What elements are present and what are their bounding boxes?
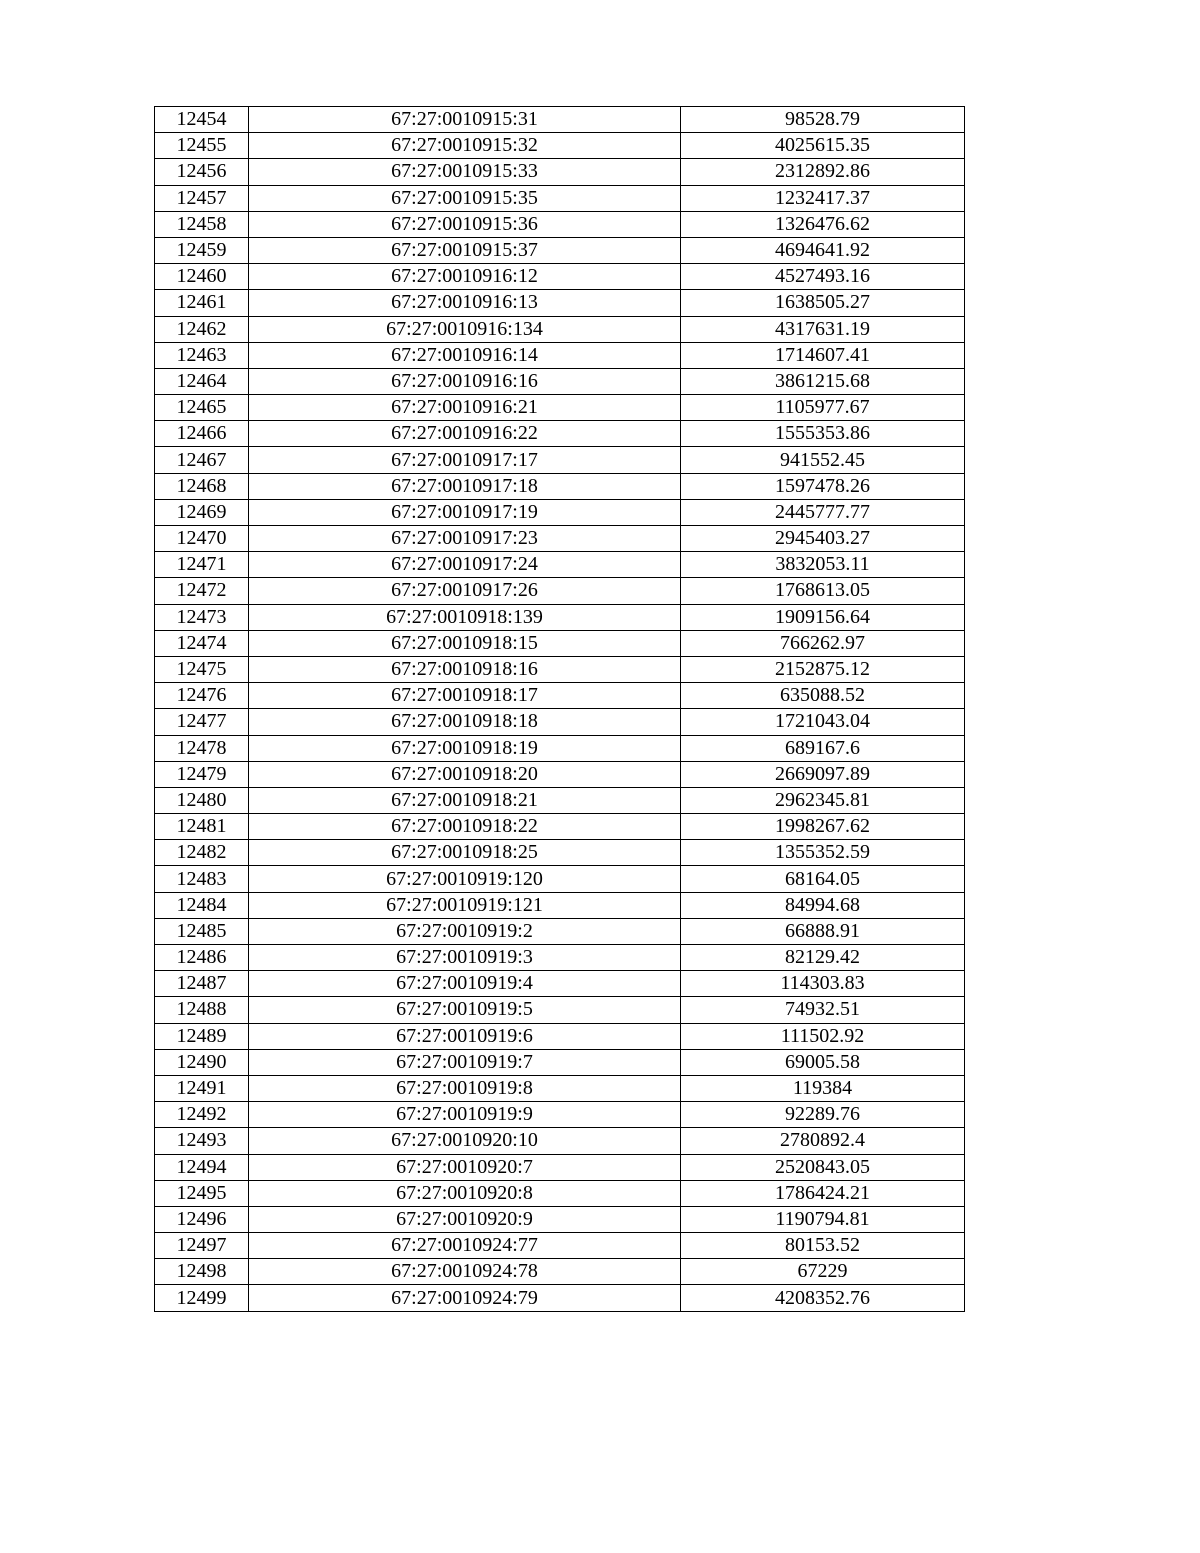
row-number-cell: 12461 (155, 290, 249, 316)
value-cell: 2962345.81 (681, 787, 965, 813)
row-number-cell: 12487 (155, 971, 249, 997)
cadastral-number-cell: 67:27:0010919:9 (249, 1102, 681, 1128)
row-number-cell: 12492 (155, 1102, 249, 1128)
cadastral-number-cell: 67:27:0010919:8 (249, 1075, 681, 1101)
table-row (155, 368, 965, 394)
table-row (155, 1128, 965, 1154)
cadastral-number-cell: 67:27:0010918:15 (249, 630, 681, 656)
cadastral-number-cell: 67:27:0010920:9 (249, 1206, 681, 1232)
cadastral-number-cell: 67:27:0010924:79 (249, 1285, 681, 1311)
table-row (155, 107, 965, 133)
cadastral-number-cell: 67:27:0010918:21 (249, 787, 681, 813)
table-row (155, 526, 965, 552)
value-cell: 1714607.41 (681, 342, 965, 368)
value-cell: 1555353.86 (681, 421, 965, 447)
cadastral-number-cell: 67:27:0010918:25 (249, 840, 681, 866)
row-number-cell: 12478 (155, 735, 249, 761)
table-row (155, 604, 965, 630)
cadastral-number-cell: 67:27:0010918:139 (249, 604, 681, 630)
row-number-cell: 12471 (155, 552, 249, 578)
value-cell: 4025615.35 (681, 133, 965, 159)
row-number-cell: 12499 (155, 1285, 249, 1311)
cadastral-number-cell: 67:27:0010924:77 (249, 1233, 681, 1259)
row-number-cell: 12469 (155, 499, 249, 525)
cadastral-number-cell: 67:27:0010919:3 (249, 945, 681, 971)
cadastral-number-cell: 67:27:0010918:17 (249, 683, 681, 709)
value-cell: 114303.83 (681, 971, 965, 997)
value-cell: 4527493.16 (681, 264, 965, 290)
row-number-cell: 12456 (155, 159, 249, 185)
row-number-cell: 12466 (155, 421, 249, 447)
table-row (155, 1180, 965, 1206)
row-number-cell: 12475 (155, 656, 249, 682)
cadastral-number-cell: 67:27:0010919:2 (249, 918, 681, 944)
row-number-cell: 12470 (155, 526, 249, 552)
row-number-cell: 12493 (155, 1128, 249, 1154)
table-row (155, 683, 965, 709)
row-number-cell: 12474 (155, 630, 249, 656)
row-number-cell: 12498 (155, 1259, 249, 1285)
data-table (154, 106, 965, 1312)
value-cell: 84994.68 (681, 892, 965, 918)
row-number-cell: 12495 (155, 1180, 249, 1206)
row-number-cell: 12460 (155, 264, 249, 290)
table-row (155, 264, 965, 290)
value-cell: 111502.92 (681, 1023, 965, 1049)
row-number-cell: 12464 (155, 368, 249, 394)
value-cell: 1768613.05 (681, 578, 965, 604)
row-number-cell: 12483 (155, 866, 249, 892)
cadastral-number-cell: 67:27:0010919:6 (249, 1023, 681, 1049)
value-cell: 4694641.92 (681, 237, 965, 263)
value-cell: 2945403.27 (681, 526, 965, 552)
table-row (155, 1154, 965, 1180)
cadastral-number-cell: 67:27:0010916:22 (249, 421, 681, 447)
value-cell: 1786424.21 (681, 1180, 965, 1206)
row-number-cell: 12459 (155, 237, 249, 263)
table-row (155, 237, 965, 263)
cadastral-number-cell: 67:27:0010915:36 (249, 211, 681, 237)
value-cell: 2520843.05 (681, 1154, 965, 1180)
row-number-cell: 12485 (155, 918, 249, 944)
table-row (155, 578, 965, 604)
table-row (155, 1049, 965, 1075)
cadastral-number-cell: 67:27:0010915:35 (249, 185, 681, 211)
cadastral-number-cell: 67:27:0010917:17 (249, 447, 681, 473)
row-number-cell: 12479 (155, 761, 249, 787)
value-cell: 2152875.12 (681, 656, 965, 682)
row-number-cell: 12488 (155, 997, 249, 1023)
table-row (155, 814, 965, 840)
cadastral-number-cell: 67:27:0010915:33 (249, 159, 681, 185)
cadastral-number-cell: 67:27:0010916:134 (249, 316, 681, 342)
table-row (155, 473, 965, 499)
row-number-cell: 12467 (155, 447, 249, 473)
row-number-cell: 12458 (155, 211, 249, 237)
table-row (155, 1285, 965, 1311)
cadastral-number-cell: 67:27:0010918:16 (249, 656, 681, 682)
value-cell: 68164.05 (681, 866, 965, 892)
table-row (155, 447, 965, 473)
value-cell: 1597478.26 (681, 473, 965, 499)
value-cell: 941552.45 (681, 447, 965, 473)
table-row (155, 185, 965, 211)
table-row (155, 866, 965, 892)
value-cell: 66888.91 (681, 918, 965, 944)
value-cell: 635088.52 (681, 683, 965, 709)
cadastral-number-cell: 67:27:0010924:78 (249, 1259, 681, 1285)
table-row (155, 316, 965, 342)
value-cell: 1190794.81 (681, 1206, 965, 1232)
table-row (155, 133, 965, 159)
row-number-cell: 12462 (155, 316, 249, 342)
cadastral-number-cell: 67:27:0010916:14 (249, 342, 681, 368)
cadastral-number-cell: 67:27:0010917:26 (249, 578, 681, 604)
row-number-cell: 12468 (155, 473, 249, 499)
cadastral-number-cell: 67:27:0010918:19 (249, 735, 681, 761)
row-number-cell: 12473 (155, 604, 249, 630)
cadastral-number-cell: 67:27:0010918:20 (249, 761, 681, 787)
table-row (155, 499, 965, 525)
row-number-cell: 12497 (155, 1233, 249, 1259)
table-row (155, 630, 965, 656)
table-row (155, 761, 965, 787)
cadastral-number-cell: 67:27:0010919:120 (249, 866, 681, 892)
table-row (155, 709, 965, 735)
table-row (155, 1102, 965, 1128)
value-cell: 1638505.27 (681, 290, 965, 316)
value-cell: 67229 (681, 1259, 965, 1285)
table-row (155, 211, 965, 237)
cadastral-number-cell: 67:27:0010920:7 (249, 1154, 681, 1180)
table-row (155, 918, 965, 944)
table-row (155, 945, 965, 971)
table-row (155, 1075, 965, 1101)
table-body (155, 107, 965, 1312)
row-number-cell: 12482 (155, 840, 249, 866)
cadastral-number-cell: 67:27:0010916:13 (249, 290, 681, 316)
row-number-cell: 12490 (155, 1049, 249, 1075)
cadastral-number-cell: 67:27:0010919:121 (249, 892, 681, 918)
table-row (155, 342, 965, 368)
cadastral-number-cell: 67:27:0010915:31 (249, 107, 681, 133)
table-row (155, 840, 965, 866)
row-number-cell: 12476 (155, 683, 249, 709)
value-cell: 1105977.67 (681, 395, 965, 421)
value-cell: 1998267.62 (681, 814, 965, 840)
cadastral-number-cell: 67:27:0010916:16 (249, 368, 681, 394)
cadastral-number-cell: 67:27:0010917:18 (249, 473, 681, 499)
row-number-cell: 12480 (155, 787, 249, 813)
row-number-cell: 12496 (155, 1206, 249, 1232)
value-cell: 69005.58 (681, 1049, 965, 1075)
value-cell: 4208352.76 (681, 1285, 965, 1311)
row-number-cell: 12454 (155, 107, 249, 133)
row-number-cell: 12457 (155, 185, 249, 211)
table-row (155, 552, 965, 578)
table-row (155, 892, 965, 918)
cadastral-number-cell: 67:27:0010919:5 (249, 997, 681, 1023)
value-cell: 92289.76 (681, 1102, 965, 1128)
value-cell: 2780892.4 (681, 1128, 965, 1154)
row-number-cell: 12455 (155, 133, 249, 159)
value-cell: 689167.6 (681, 735, 965, 761)
cadastral-number-cell: 67:27:0010920:10 (249, 1128, 681, 1154)
value-cell: 766262.97 (681, 630, 965, 656)
cadastral-number-cell: 67:27:0010918:22 (249, 814, 681, 840)
row-number-cell: 12489 (155, 1023, 249, 1049)
value-cell: 82129.42 (681, 945, 965, 971)
cadastral-number-cell: 67:27:0010920:8 (249, 1180, 681, 1206)
table-row (155, 290, 965, 316)
value-cell: 119384 (681, 1075, 965, 1101)
value-cell: 3861215.68 (681, 368, 965, 394)
value-cell: 1909156.64 (681, 604, 965, 630)
table-row (155, 395, 965, 421)
row-number-cell: 12477 (155, 709, 249, 735)
value-cell: 1721043.04 (681, 709, 965, 735)
cadastral-number-cell: 67:27:0010915:32 (249, 133, 681, 159)
value-cell: 98528.79 (681, 107, 965, 133)
cadastral-number-cell: 67:27:0010917:23 (249, 526, 681, 552)
value-cell: 2669097.89 (681, 761, 965, 787)
table-row (155, 656, 965, 682)
value-cell: 1232417.37 (681, 185, 965, 211)
cadastral-number-cell: 67:27:0010919:7 (249, 1049, 681, 1075)
row-number-cell: 12465 (155, 395, 249, 421)
value-cell: 2312892.86 (681, 159, 965, 185)
row-number-cell: 12463 (155, 342, 249, 368)
cadastral-number-cell: 67:27:0010918:18 (249, 709, 681, 735)
row-number-cell: 12494 (155, 1154, 249, 1180)
table-row (155, 1206, 965, 1232)
value-cell: 1326476.62 (681, 211, 965, 237)
cadastral-number-cell: 67:27:0010917:19 (249, 499, 681, 525)
table-row (155, 971, 965, 997)
value-cell: 1355352.59 (681, 840, 965, 866)
cadastral-number-cell: 67:27:0010916:21 (249, 395, 681, 421)
cadastral-number-cell: 67:27:0010917:24 (249, 552, 681, 578)
table-row (155, 421, 965, 447)
table-row (155, 787, 965, 813)
row-number-cell: 12486 (155, 945, 249, 971)
cadastral-number-cell: 67:27:0010916:12 (249, 264, 681, 290)
row-number-cell: 12484 (155, 892, 249, 918)
value-cell: 4317631.19 (681, 316, 965, 342)
cadastral-number-cell: 67:27:0010919:4 (249, 971, 681, 997)
table-row (155, 997, 965, 1023)
table-row (155, 1259, 965, 1285)
value-cell: 3832053.11 (681, 552, 965, 578)
value-cell: 80153.52 (681, 1233, 965, 1259)
row-number-cell: 12472 (155, 578, 249, 604)
value-cell: 2445777.77 (681, 499, 965, 525)
cadastral-number-cell: 67:27:0010915:37 (249, 237, 681, 263)
row-number-cell: 12491 (155, 1075, 249, 1101)
table-row (155, 1023, 965, 1049)
table-row (155, 735, 965, 761)
table-row (155, 1233, 965, 1259)
value-cell: 74932.51 (681, 997, 965, 1023)
row-number-cell: 12481 (155, 814, 249, 840)
table-row (155, 159, 965, 185)
